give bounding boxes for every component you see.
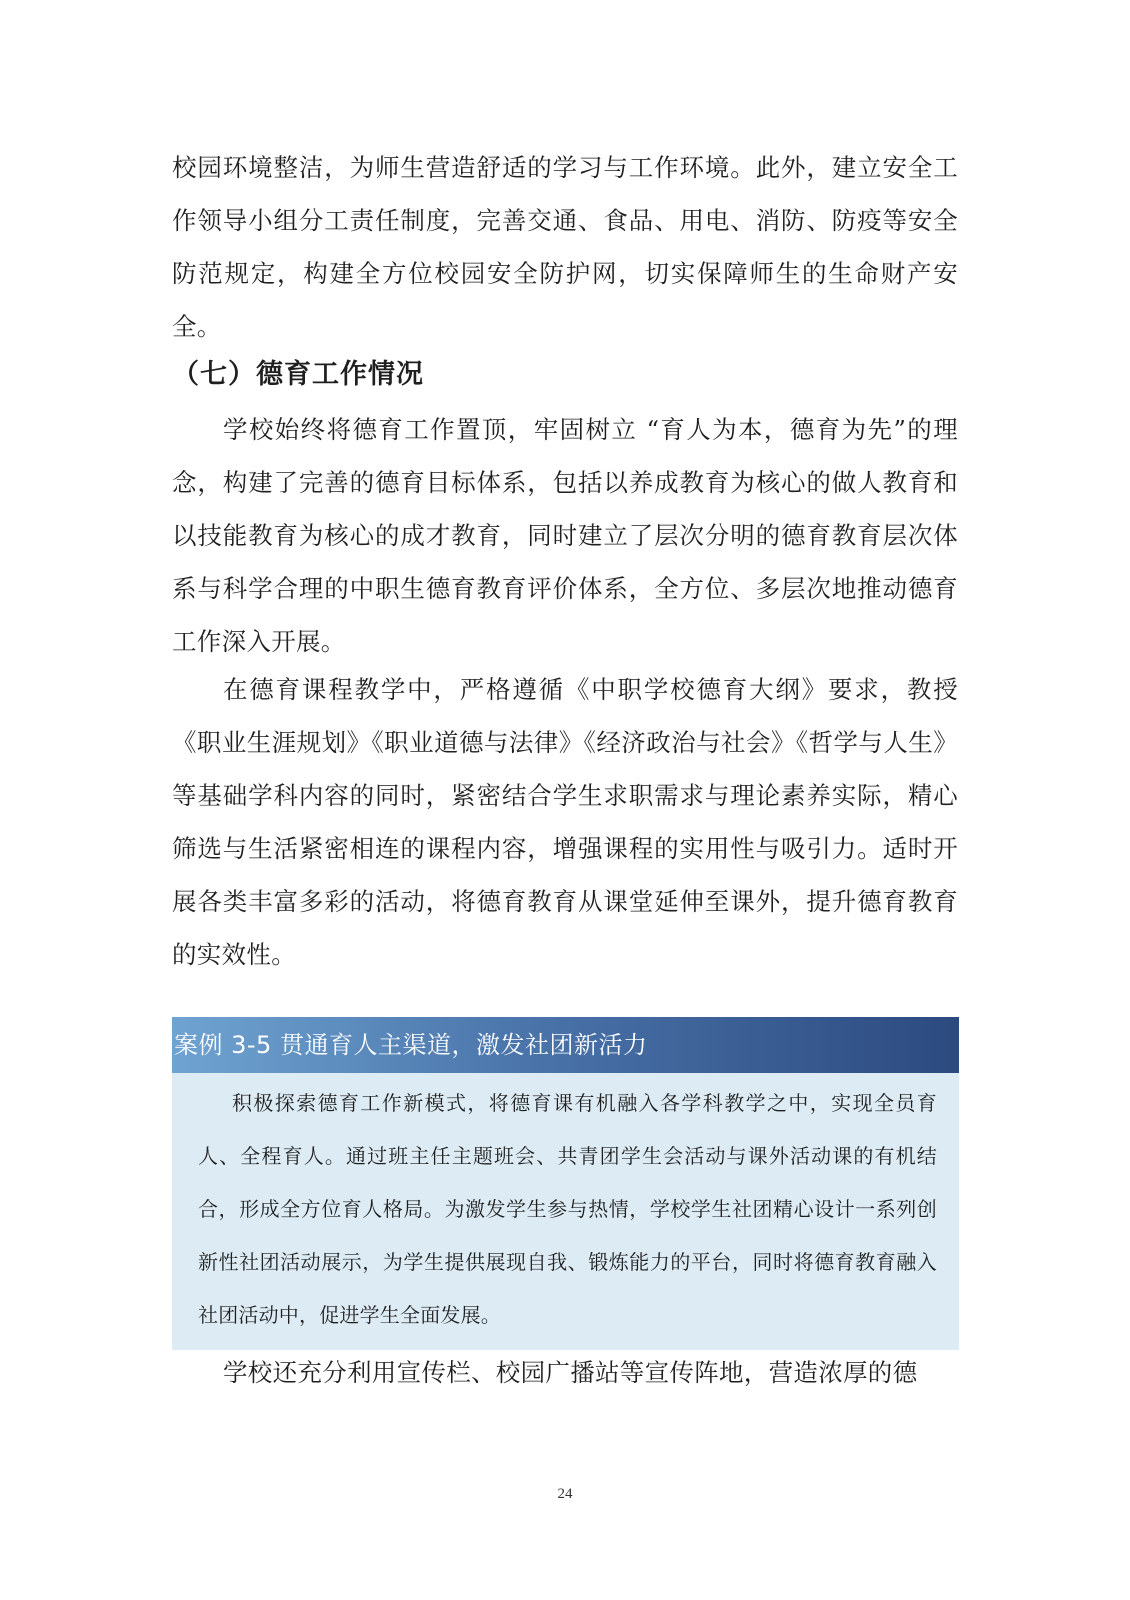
paragraph-publicity: 学校还充分利用宣传栏、校园广播站等宣传阵地，营造浓厚的德 [223, 1358, 918, 1387]
case-study-title: 案例 3-5 贯通育人主渠道，激发社团新活力 [172, 1017, 959, 1073]
paragraph-campus-safety: 校园环境整洁，为师生营造舒适的学习与工作环境。此外，建立安全工作领导小组分工责任制度，完善交通、食品、用电、消防、防疫等安全防范规定，构建全方位校园安全防护网，切实保障师生的生命财产安全。 [172, 153, 958, 341]
case-study-body: 积极探索德育工作新模式，将德育课有机融入各学科教学之中，实现全员育人、全程育人。通过班主任主题班会、共青团学生会活动与课外活动课的有机结合，形成全方位育人格局。为激发学生参与热情，学校学生社团精心设计一系列创新性社团活动展示，为学生提供展现自我、锻炼能力的平台，同时将德育教育融入社团活动中，促进学生全面发展。 [172, 1073, 959, 1350]
section-heading-moral-education: （七）德育工作情况 [172, 359, 424, 390]
page-number: 24 [557, 1486, 573, 1502]
paragraph-moral-curriculum: 在德育课程教学中，严格遵循《中职学校德育大纲》要求，教授《职业生涯规划》《职业道德与法律》《经济政治与社会》《哲学与人生》等基础学科内容的同时，紧密结合学生求职需求与理论素养实际，精心筛选与生活紧密相连的课程内容，增强课程的实用性与吸引力。适时开展各类丰富多彩的活动，将德育教育从课堂延伸至课外，提升德育教育的实效性。 [172, 675, 958, 969]
case-study-box [172, 1017, 959, 1350]
paragraph-moral-philosophy: 学校始终将德育工作置顶，牢固树立 “育人为本，德育为先”的理念，构建了完善的德育目标体系，包括以养成教育为核心的做人教育和以技能教育为核心的成才教育，同时建立了层次分明的德育教育层次体系与科学合理的中职生德育教育评价体系，全方位、多层次地推动德育工作深入开展。 [172, 415, 958, 656]
